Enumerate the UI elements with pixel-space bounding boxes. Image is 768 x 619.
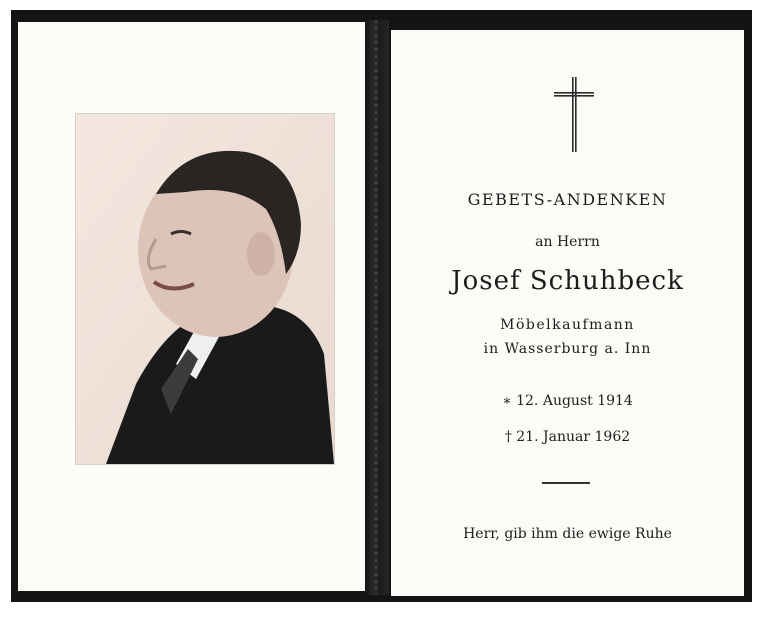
death-date: † 21. Januar 1962	[504, 429, 631, 445]
right-panel	[391, 30, 744, 596]
divider	[542, 482, 590, 484]
birth-date: ∗ 12. August 1914	[502, 393, 633, 409]
cross-icon	[554, 77, 594, 152]
profession: Möbelkaufmann	[500, 317, 635, 333]
memorial-card	[11, 10, 752, 602]
deceased-name: Josef Schuhbeck	[451, 266, 684, 296]
left-panel	[18, 22, 365, 591]
card-spine	[367, 20, 389, 595]
place: in Wasserburg a. Inn	[483, 341, 652, 357]
card-heading: GEBETS-ANDENKEN	[467, 190, 668, 209]
portrait-image	[76, 114, 334, 464]
prayer-text: Herr, gib ihm die ewige Ruhe	[463, 526, 672, 542]
salutation: an Herrn	[535, 234, 600, 250]
portrait-photo	[76, 114, 334, 464]
